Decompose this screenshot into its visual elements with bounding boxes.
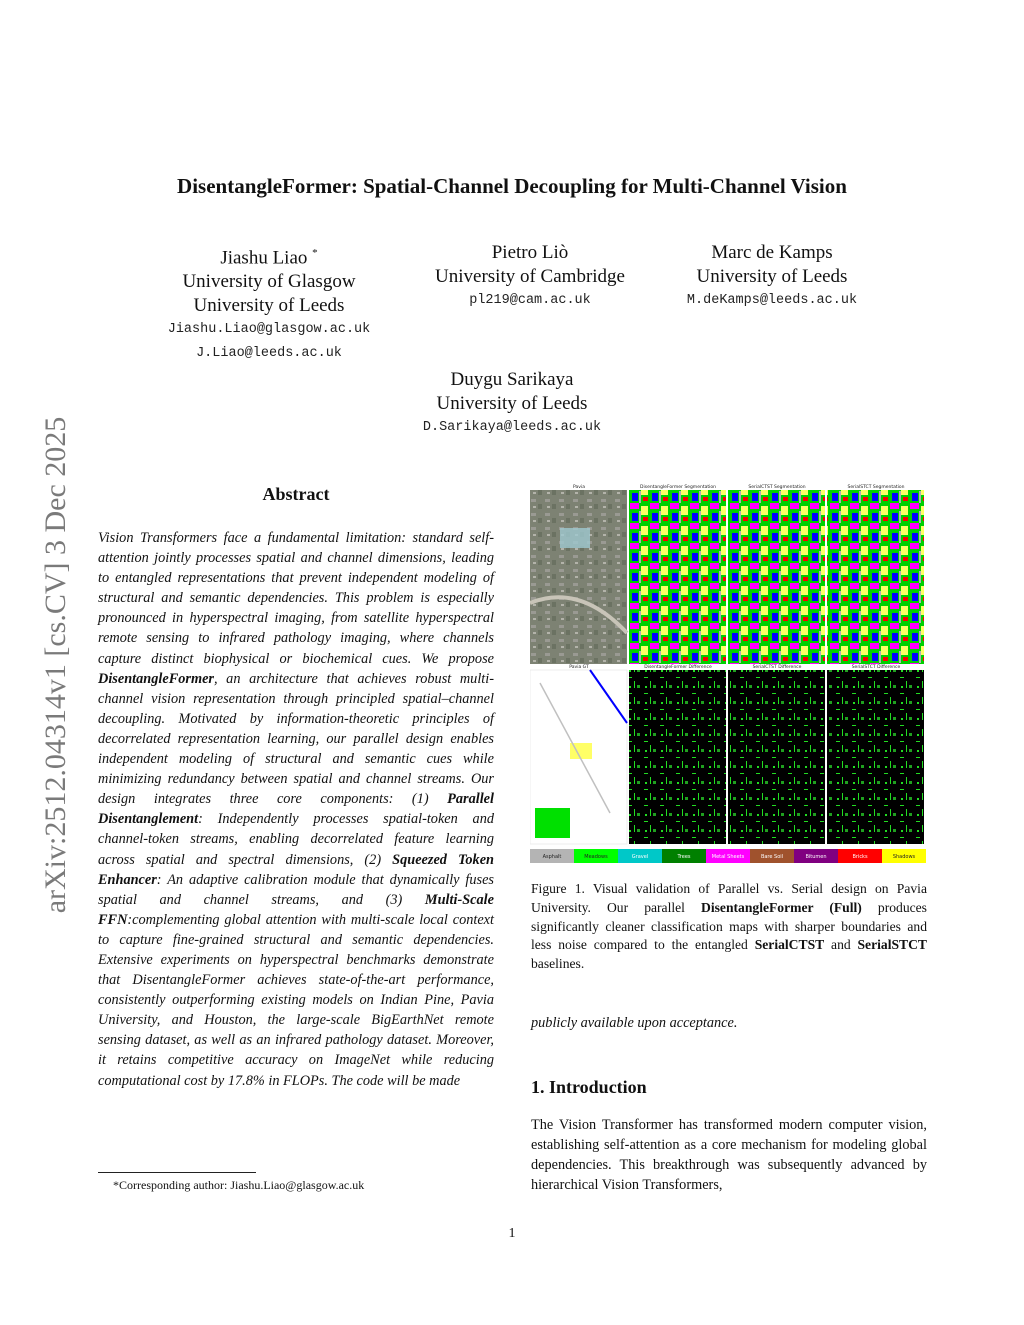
author-affiliation: University of Glasgow — [182, 271, 356, 293]
author-affiliation: University of Cambridge — [435, 266, 625, 287]
abstract-text — [98, 528, 494, 1091]
author-name: Marc de Kamps — [711, 242, 833, 263]
author-email[interactable]: D.Sarikaya@leeds.ac.uk — [422, 420, 602, 435]
caption-span: and — [824, 937, 858, 953]
figure-1 — [530, 483, 926, 866]
tile-label: DisentangleFormer Segmentation — [640, 485, 716, 490]
tile-label: Pavia GT — [569, 665, 589, 670]
tile-label: SerialSTCT Segmentation — [847, 485, 905, 490]
introduction-text: The Vision Transformer has transformed modern computer vision, establishing self-attention as a core mechanism for modeling global dependencies. This breakthrough was subsequently advanced by hierarchical Vision Transformers, — [531, 1117, 927, 1194]
abstract-span: :complementing global attention with multi-scale local context to capture fine-grained structural and semantic dependencies. Extensive experiments on hyperspectral benchmarks demonstrate that DisentangleFormer achieves state-of-the-art performance, consistently outperforming existing models on Indian Pine, Pavia University, and Houston, the large-scale BigEarthNet remote sensing dataset, as well as an infrared pathology dataset. Moreover, it retains competitive accuracy on ImageNet while reducing computational cost by 17.8% in FLOPs. The code will be made — [98, 911, 494, 1089]
abstract-bold: Multi-Scale FFN — [98, 891, 494, 928]
abstract-bold: Squeezed Token Enhancer — [98, 851, 495, 888]
paper-title: DisentangleFormer: Spatial-Channel Decoupling for Multi-Channel Vision — [177, 174, 847, 198]
caption-bold: SerialCTST — [754, 937, 825, 953]
author-affiliation: University of Leeds — [193, 295, 345, 317]
difference-map — [629, 670, 726, 844]
abstract-continuation: publicly available upon acceptance. — [531, 1015, 738, 1031]
legend-label: Meadows — [584, 854, 608, 860]
author-block-1 — [139, 241, 399, 366]
abstract-heading: Abstract — [262, 484, 330, 504]
author-email[interactable]: M.deKamps@leeds.ac.uk — [686, 293, 858, 308]
legend-label: Bricks — [852, 854, 868, 860]
footnote-rule — [98, 1172, 256, 1173]
figure-caption — [531, 880, 927, 974]
abstract-bold: DisentangleFormer — [98, 670, 214, 687]
author-name: Pietro Liò — [491, 242, 569, 263]
author-block-3 — [642, 241, 902, 313]
tile-label: SerialCTST Segmentation — [748, 485, 806, 490]
pavia-satellite-image — [530, 490, 627, 664]
abstract-bold: Parallel Disentanglement — [98, 791, 494, 828]
caption-span: produces significantly cleaner classification maps with sharper boundaries and less noise compared to the entangled — [531, 899, 927, 953]
abstract-span: : Independently processes spatial-token and channel-token streams, enabling decorrelated feature learning across spatial and spectral dimensions, (2) — [98, 811, 494, 868]
caption-bold: SerialSTCT — [857, 937, 927, 953]
author-affiliation: University of Leeds — [436, 393, 588, 414]
author-email[interactable]: J.Liao@leeds.ac.uk — [196, 346, 342, 362]
author-affiliation: University of Leeds — [696, 266, 848, 287]
legend-label: Bare Soil — [760, 854, 784, 860]
author-email[interactable]: pl219@cam.ac.uk — [469, 293, 591, 308]
legend — [530, 849, 926, 863]
difference-map — [728, 670, 825, 844]
legend-label: Metal Sheets — [711, 854, 745, 860]
author-name: Jiashu Liao — [220, 247, 308, 269]
figure-canvas — [530, 483, 926, 866]
segmentation-map — [629, 490, 726, 664]
legend-label: Gravel — [631, 854, 649, 860]
legend-label: Asphalt — [542, 854, 562, 860]
abstract-span: : An adaptive calibration module that dynamically fuses spatial and channel streams, and (3) — [98, 871, 494, 908]
caption-span: Figure 1. Visual validation of Parallel vs. Serial design on Pavia University. Our parallel — [531, 881, 927, 915]
caption-span: baselines. — [531, 956, 585, 972]
footnote: *Corresponding author: Jiashu.Liao@glasgow.ac.uk — [113, 1178, 365, 1192]
legend-label: Trees — [677, 854, 691, 860]
segmentation-map — [827, 490, 924, 664]
author-block-4 — [382, 368, 642, 440]
difference-map — [827, 670, 924, 844]
abstract-span: , an architecture that achieves robust multi-channel vision representation through principled spatial–channel decoupling. Motivated by information-theoretic principles of decorrelated representation learning, our parallel design enables independent modeling of structural and semantic cues while minimizing redundancy between spatial and channel streams. Our design integrates three core components: (1) — [98, 670, 494, 808]
page-number: 1 — [508, 1226, 516, 1241]
section-heading-introduction: 1. Introduction — [531, 1077, 647, 1097]
arxiv-stamp — [36, 375, 76, 955]
arxiv-id: arXiv:2512.04314v1 [cs.CV] 3 Dec 2025 — [39, 416, 72, 914]
author-block-2 — [400, 241, 660, 313]
segmentation-map — [728, 490, 825, 664]
author-email[interactable]: Jiashu.Liao@glasgow.ac.uk — [167, 322, 371, 338]
author-name: Duygu Sarikaya — [450, 369, 574, 390]
author-mark: * — [312, 247, 318, 259]
abstract-span: Vision Transformers face a fundamental limitation: standard self-attention jointly processes spatial and channel dimensions, leading to entangled representations that prevent independent modeling of structural and semantic dependencies. This problem is especially pronounced in hyperspectral imaging, from satellite hyperspectral remote sensing to infrared pathology imaging, where channels capture distinct biophysical or biochemical cues. We propose — [98, 530, 494, 667]
caption-bold: DisentangleFormer (Full) — [701, 899, 862, 915]
tile-label: SerialSTCT Difference — [851, 665, 901, 670]
legend-label: Bitumen — [805, 854, 827, 860]
satellite-roof — [560, 528, 590, 548]
tile-label: SerialCTST Difference — [752, 665, 802, 670]
tile-label: Pavia — [573, 485, 585, 490]
gt-region — [535, 808, 570, 838]
tile-label: DisentangleFormer Difference — [644, 665, 712, 670]
legend-label: Shadows — [892, 854, 916, 860]
